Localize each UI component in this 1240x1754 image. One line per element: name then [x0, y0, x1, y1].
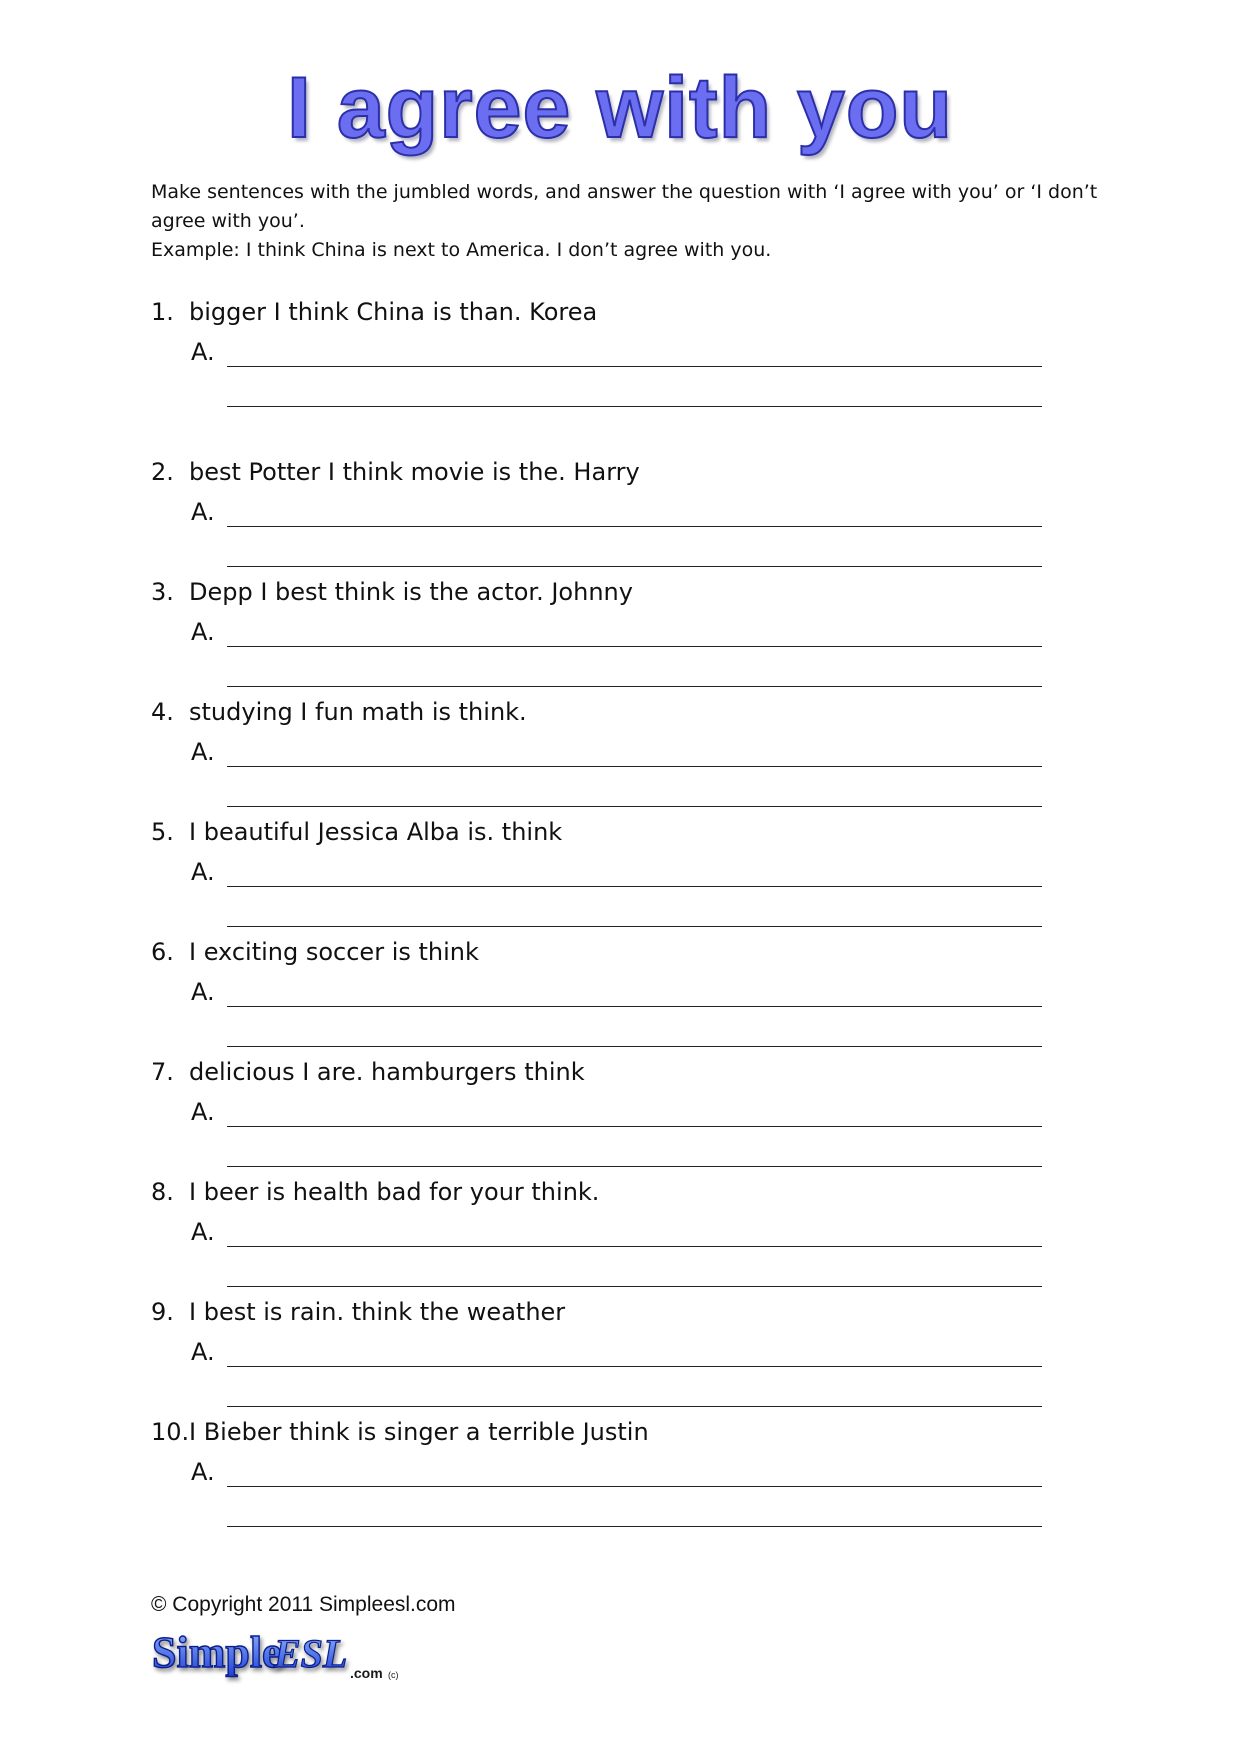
question-number: 2. [151, 458, 174, 486]
answer-area[interactable] [191, 976, 1091, 1010]
answer-line-1[interactable] [227, 886, 1042, 887]
answer-line-2[interactable] [227, 406, 1042, 407]
answer-line-1[interactable] [227, 1126, 1042, 1127]
question-text: delicious I are. hamburgers think [189, 1058, 585, 1086]
question-text: I beautiful Jessica Alba is. think [189, 818, 563, 846]
answer-line-1[interactable] [227, 1246, 1042, 1247]
logo-mark-text: (c) [388, 1670, 399, 1680]
question-text: Depp I best think is the actor. Johnny [189, 578, 633, 606]
answer-line-2[interactable] [227, 1166, 1042, 1167]
question-text: bigger I think China is than. Korea [189, 298, 598, 326]
answer-line-2[interactable] [227, 1046, 1042, 1047]
logo-esl-text: ESL [274, 1631, 348, 1676]
question-line [151, 576, 1101, 608]
answer-area[interactable] [191, 856, 1091, 890]
question-text: I Bieber think is singer a terrible Justin [189, 1418, 649, 1446]
question-line [151, 696, 1101, 728]
answer-label: A. [191, 978, 215, 1006]
answer-line-2[interactable] [227, 1406, 1042, 1407]
answer-label: A. [191, 338, 215, 366]
question-line [151, 296, 1101, 328]
answer-line-1[interactable] [227, 646, 1042, 647]
answer-area[interactable] [191, 1336, 1091, 1370]
answer-line-2[interactable] [227, 566, 1042, 567]
question-item [151, 1416, 1101, 1486]
answer-line-1[interactable] [227, 766, 1042, 767]
question-text: best Potter I think movie is the. Harry [189, 458, 640, 486]
logo-suffix-text: .com [350, 1665, 383, 1681]
answer-label: A. [191, 1218, 215, 1246]
answer-line-2[interactable] [227, 1526, 1042, 1527]
instructions-text: Make sentences with the jumbled words, and answer the question with ‘I agree with you’ or ‘I don’t agree with you’. [151, 181, 1098, 232]
question-text: I exciting soccer is think [189, 938, 479, 966]
question-item [151, 1176, 1101, 1246]
question-item [151, 576, 1101, 646]
question-number: 3. [151, 578, 174, 606]
answer-label: A. [191, 1338, 215, 1366]
question-line [151, 1056, 1101, 1088]
question-number: 4. [151, 698, 174, 726]
question-item [151, 936, 1101, 1006]
question-item [151, 296, 1101, 366]
answer-line-1[interactable] [227, 366, 1042, 367]
answer-area[interactable] [191, 1096, 1091, 1130]
answer-line-2[interactable] [227, 806, 1042, 807]
question-line [151, 816, 1101, 848]
answer-line-1[interactable] [227, 1486, 1042, 1487]
answer-line-2[interactable] [227, 1286, 1042, 1287]
question-number: 9. [151, 1298, 174, 1326]
answer-area[interactable] [191, 616, 1091, 650]
answer-line-1[interactable] [227, 1366, 1042, 1367]
answer-label: A. [191, 1458, 215, 1486]
question-item [151, 456, 1101, 526]
question-number: 5. [151, 818, 174, 846]
question-line [151, 936, 1101, 968]
answer-line-1[interactable] [227, 526, 1042, 527]
question-line [151, 1296, 1101, 1328]
answer-line-2[interactable] [227, 686, 1042, 687]
instructions [151, 178, 1101, 265]
answer-area[interactable] [191, 1456, 1091, 1490]
answer-area[interactable] [191, 736, 1091, 770]
answer-line-1[interactable] [227, 1006, 1042, 1007]
answer-label: A. [191, 858, 215, 886]
question-text: I beer is health bad for your think. [189, 1178, 600, 1206]
simpleesl-logo [150, 1620, 470, 1690]
question-item [151, 696, 1101, 766]
copyright-notice: © Copyright 2011 Simpleesl.com [151, 1593, 456, 1616]
answer-label: A. [191, 738, 215, 766]
question-text: I best is rain. think the weather [189, 1298, 566, 1326]
question-item [151, 1056, 1101, 1126]
answer-label: A. [191, 498, 215, 526]
answer-area[interactable] [191, 1216, 1091, 1250]
question-line [151, 1176, 1101, 1208]
question-number: 10. [151, 1418, 190, 1446]
question-number: 6. [151, 938, 174, 966]
answer-label: A. [191, 618, 215, 646]
question-number: 8. [151, 1178, 174, 1206]
instructions-example: Example: I think China is next to America. I don’t agree with you. [151, 239, 772, 261]
question-item [151, 816, 1101, 886]
answer-area[interactable] [191, 336, 1091, 370]
question-number: 1. [151, 298, 174, 326]
question-item [151, 1296, 1101, 1366]
answer-area[interactable] [191, 496, 1091, 530]
question-text: studying I fun math is think. [189, 698, 527, 726]
question-line [151, 456, 1101, 488]
answer-line-2[interactable] [227, 926, 1042, 927]
question-number: 7. [151, 1058, 174, 1086]
answer-label: A. [191, 1098, 215, 1126]
logo-main-text: Simple [152, 1628, 282, 1677]
question-line [151, 1416, 1101, 1448]
page-title: I agree with you [287, 60, 953, 156]
